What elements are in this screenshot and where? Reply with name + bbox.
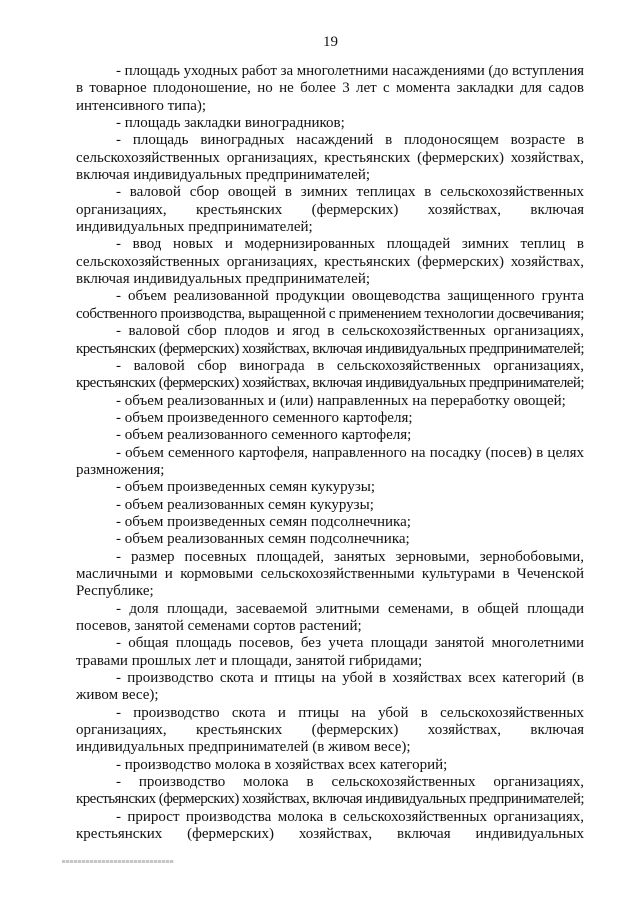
list-item — [76, 514, 585, 531]
text-line: живом весе); — [76, 687, 159, 704]
page-number: 19 — [323, 34, 338, 50]
text-line: - производство молока в сельскохозяйственных организациях, — [116, 774, 584, 791]
text-line: - площадь уходных работ за многолетними насаждениями (до вступления — [116, 63, 585, 79]
text-line: крестьянских (фермерских) хозяйствах, включая индивидуальных предпринимателей; — [76, 340, 584, 357]
list-item — [76, 288, 585, 323]
text-line: - производство молока в хозяйствах всех категорий; — [116, 756, 448, 773]
text-line: крестьянских (фермерских) хозяйствах, включая индивидуальных — [76, 826, 584, 843]
text-line: - валовой сбор винограда в сельскохозяйственных организациях, — [116, 357, 584, 374]
text-line: - объем семенного картофеля, направленного на посадку (посев) в целях — [116, 444, 585, 461]
text-line: организациях, крестьянских (фермерских) хозяйствах, включая — [76, 722, 584, 739]
text-line: сельскохозяйственных организациях, крестьянских (фермерских) хозяйствах, — [76, 149, 584, 166]
text-line: - объем реализованного семенного картофеля; — [116, 427, 412, 444]
text-line: - валовой сбор овощей в зимних теплицах в сельскохозяйственных — [116, 184, 585, 201]
text-line: включая индивидуальных предпринимателей; — [76, 271, 371, 288]
text-line: - объем реализованных семян кукурузы; — [116, 496, 374, 513]
list-item — [76, 549, 585, 601]
text-line: - объем произведенного семенного картофеля; — [116, 409, 413, 426]
text-line: - общая площадь посевов, без учета площади занятой многолетними — [116, 635, 585, 652]
text-line: размножения; — [76, 461, 165, 478]
text-line: - объем реализованной продукции овощеводства защищенного грунта — [116, 288, 584, 305]
text-line: в товарное плодоношение, но не более 3 лет с момента закладки для садов — [76, 80, 585, 97]
text-line: травами прошлых лет и площади, занятой гибридами; — [76, 652, 423, 669]
text-line: - ввод новых и модернизированных площадей зимних теплиц в — [116, 236, 585, 253]
list-item — [76, 670, 585, 705]
list-item — [76, 497, 585, 514]
text-line: - объем произведенных семян кукурузы; — [116, 479, 376, 496]
text-line: - площадь закладки виноградников; — [116, 115, 345, 132]
text-line: интенсивного типа); — [76, 97, 207, 114]
text-line: индивидуальных предпринимателей (в живом весе); — [76, 739, 411, 756]
text-line: - размер посевных площадей, занятых зерновыми, зернобобовыми, — [116, 548, 584, 565]
footer-file-path-mark — [62, 860, 174, 863]
list-item — [76, 705, 585, 757]
list-item — [76, 323, 585, 358]
text-line: крестьянских (фермерских) хозяйствах, включая индивидуальных предпринимателей; — [76, 791, 584, 808]
list-item — [76, 184, 585, 236]
list-item — [76, 393, 585, 410]
text-line: Республике; — [76, 583, 154, 600]
text-line: собственного производства, выращенной с применением технологии досвечивания; — [76, 305, 585, 322]
text-line: - площадь виноградных насаждений в плодоносящем возрасте в — [116, 132, 585, 149]
document-body — [76, 63, 585, 843]
text-line: включая индивидуальных предпринимателей; — [76, 167, 371, 184]
list-item — [76, 635, 585, 670]
text-line: организациях, крестьянских (фермерских) хозяйствах, включая — [76, 201, 584, 218]
list-item — [76, 427, 585, 444]
text-line: - объем реализованных и (или) направленных на переработку овощей; — [116, 392, 566, 409]
list-item — [76, 809, 585, 844]
list-item — [76, 445, 585, 480]
text-line: посевов, занятой семенами сортов растений; — [76, 618, 362, 634]
list-item — [76, 410, 585, 427]
list-item — [76, 236, 585, 288]
text-line: сельскохозяйственных организациях, крестьянских (фермерских) хозяйствах, — [76, 253, 584, 270]
list-item — [76, 358, 585, 393]
list-item — [76, 774, 585, 809]
text-line: индивидуальных предпринимателей; — [76, 219, 313, 236]
list-item — [76, 757, 585, 774]
text-line: - прирост производства молока в сельскохозяйственных организациях, — [116, 808, 585, 825]
text-line: - объем произведенных семян подсолнечника; — [116, 513, 411, 530]
text-line: масличными и кормовыми сельскохозяйственными культурами в Чеченской — [76, 565, 584, 582]
text-line: - производство скота и птицы на убой в сельскохозяйственных — [116, 704, 585, 721]
list-item — [76, 132, 585, 184]
list-item — [76, 115, 585, 132]
text-line: - объем реализованных семян подсолнечника; — [116, 531, 410, 548]
list-item — [76, 63, 585, 115]
text-line: - валовой сбор плодов и ягод в сельскохозяйственных организациях, — [116, 323, 585, 340]
list-item — [76, 601, 585, 636]
list-item — [76, 531, 585, 548]
list-item — [76, 479, 585, 496]
text-line: - доля площади, засеваемой элитными семенами, в общей площади — [116, 600, 584, 617]
text-line: - производство скота и птицы на убой в хозяйствах всех категорий (в — [116, 670, 585, 687]
text-line: крестьянских (фермерских) хозяйствах, включая индивидуальных предпринимателей; — [76, 375, 584, 392]
